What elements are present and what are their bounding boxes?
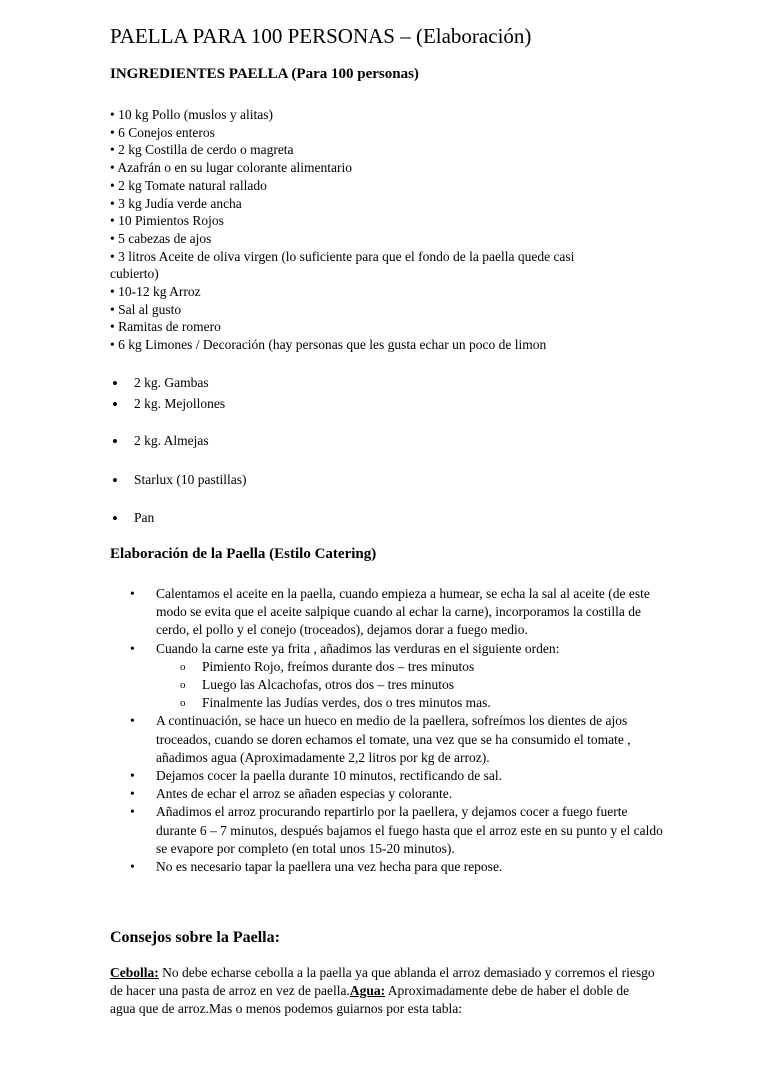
bullet-icon: • [130,640,135,656]
ingredient-item: • 2 kg Costilla de cerdo o magreta [110,142,294,158]
step-item [110,767,670,785]
sub-bullet-icon: o [180,679,186,692]
ingredient-item: • 3 litros Aceite de oliva virgen (lo suficiente para que el fondo de la paella quede casi [110,248,575,264]
page-title: PAELLA PARA 100 PERSONAS – (Elaboración) [110,24,532,48]
extra-item: Pan [134,510,155,525]
bullet-icon: • [112,509,118,528]
step-item [110,858,670,876]
extra-item: 2 kg. Gambas [134,375,209,390]
cebolla-text: No debe echarse cebolla a la paella ya que ablanda el arroz demasiado y corremos el riesgo de hacer una pasta de arroz en vez de paella. [110,965,655,999]
extra-item: Starlux (10 pastillas) [134,472,247,487]
substep-item [110,658,670,676]
ingredient-item: • Azafrán o en su lugar colorante alimentario [110,160,353,176]
step-text: Cuando la carne este ya frita , añadimos las verduras en el siguiente orden: [156,640,560,656]
bullet-icon: • [130,859,135,875]
cebolla-label: Cebolla: [110,965,159,980]
agua-label: Agua: [349,983,386,999]
ingredient-item: • 10-12 kg Arroz [110,284,201,300]
agua-text: Aproximadamente debe de haber el doble de agua que de arroz.Mas o menos podemos guiarnos por esta tabla: [110,983,630,1017]
ingredient-item: • 3 kg Judía verde ancha [110,195,242,211]
step-text: Dejamos cocer la paella durante 10 minutos, rectificando de sal. [156,768,502,784]
consejos-paragraph [110,964,655,1019]
extra-item: 2 kg. Almejas [134,433,209,448]
step-text: Antes de echar el arroz se añaden especias y colorante. [156,786,453,802]
ingredient-item: • 10 kg Pollo (muslos y alitas) [110,107,273,122]
bullet-icon: • [130,768,135,784]
bullet-icon: • [130,586,135,601]
step-text: No es necesario tapar la paellera una vez hecha para que repose. [156,859,503,875]
ingredient-item: cubierto) [110,266,159,282]
ingredients-heading: INGREDIENTES PAELLA (Para 100 personas) [110,66,419,82]
step-text: Calentamos el aceite en la paella, cuando empieza a humear, se echa la sal al aceite (de este modo se evita que el aceite salpique cuando al echar la carne), incorporamos la costilla de cerdo, el pollo y el conejo (troceados), dejamos dorar a fuego medio. [156,586,650,638]
step-text: A continuación, se hace un hueco en medio de la paellera, sofreímos los dientes de ajos troceados, cuando se doren echamos el tomate, una vez que se ha consumido el tomate , añadimos agua (Aproximadamente 2,2 litros por kg de arroz). [156,713,631,765]
bullet-icon: • [130,713,135,729]
sub-bullet-icon: o [180,660,186,673]
substep-text: Pimiento Rojo, freímos durante dos – tres minutos [202,658,475,674]
step-item [110,785,670,803]
ingredient-item: • 2 kg Tomate natural rallado [110,177,267,193]
ingredients-list [110,106,574,354]
ingredient-item: • 5 cabezas de ajos [110,230,212,246]
ingredient-item: • Sal al gusto [110,301,182,317]
step-item [110,712,670,767]
substep-text: Finalmente las Judías verdes, dos o tres minutos mas. [202,695,491,711]
ingredient-item: • 6 kg Limones / Decoración (hay personas que les gusta echar un poco de limon [110,337,547,353]
elaboracion-heading: Elaboración de la Paella (Estilo Catering) [110,546,377,562]
bullet-icon: • [130,786,135,802]
bullet-icon: • [112,374,118,393]
consejos-heading: Consejos sobre la Paella: [110,929,280,946]
step-text: Añadimos el arroz procurando repartirlo por la paellera, y dejamos cocer a fuego fuerte durante 6 – 7 minutos, después bajamos el fuego hasta que el arroz este en su punto y el caldo se evapore por completo (en total unos 15-20 minutos). [156,804,663,856]
bullet-icon: • [130,804,135,820]
step-item [110,585,670,640]
substep-text: Luego las Alcachofas, otros dos – tres minutos [202,677,454,693]
step-item [110,803,670,858]
bullet-icon: • [112,432,118,451]
extra-item: 2 kg. Mejollones [134,396,226,411]
ingredient-item: • Ramitas de romero [110,319,221,335]
substep-item [110,694,670,712]
step-item [110,640,670,658]
ingredient-item: • 6 Conejos enteros [110,124,215,140]
substep-item [110,676,670,694]
bullet-icon: • [112,471,118,490]
bullet-icon: • [112,395,118,414]
steps-list [110,585,670,876]
ingredient-item: • 10 Pimientos Rojos [110,213,224,229]
sub-bullet-icon: o [180,697,186,710]
